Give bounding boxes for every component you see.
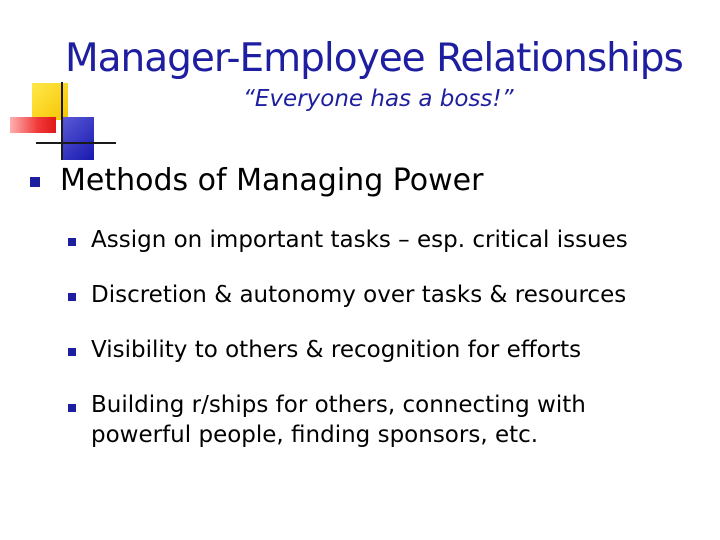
bullet-square-icon — [68, 238, 76, 246]
bullet-square-icon — [68, 348, 76, 356]
bullet-square-icon — [30, 177, 40, 187]
bullet-square-icon — [68, 404, 76, 412]
sub-bullet-text: Discretion & autonomy over tasks & resources — [91, 282, 627, 308]
decorative-blue-square — [62, 117, 94, 160]
bullet-square-icon — [68, 293, 76, 301]
sub-bullet-text: Visibility to others & recognition for efforts — [91, 337, 582, 363]
slide-subtitle: “Everyone has a boss!” — [243, 86, 514, 112]
slide-title: Manager-Employee Relationships — [65, 36, 683, 81]
decorative-vertical-line — [61, 82, 63, 160]
sub-bullet-text: Building r/ships for others, connecting with powerful people, finding sponsors, etc. — [91, 392, 586, 448]
main-bullet-text: Methods of Managing Power — [60, 163, 484, 198]
sub-bullet-text: Assign on important tasks – esp. critical issues — [91, 227, 628, 253]
decorative-red-bar — [10, 117, 56, 133]
decorative-horizontal-line — [36, 142, 116, 144]
